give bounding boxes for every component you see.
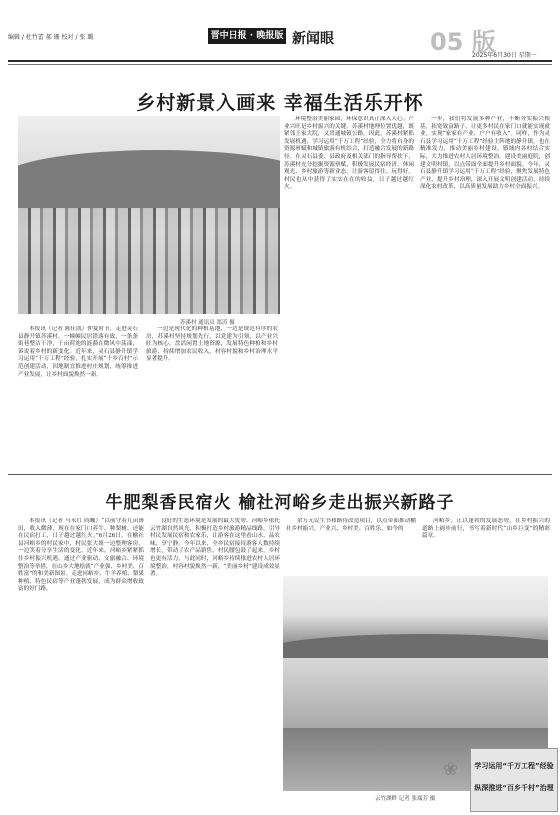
article2-paragraph: 良好的生态环境是发展的最大优势。河峪乡依托云竹湖自然风光，积极打造乡村旅游精品线路，引导村民发展民宿和农家乐，让游客在这里看山水、品农味、享宁静。今年以来，全乡民宿接待游客人数持续增长，带动了农产品销售，村民腰包鼓了起来，乡村也更有活力。与此同时，河峪乡持续推进农村人居环境整治，村容村貌焕然一新，“美丽乡村”建设成效显著。 <box>150 518 280 578</box>
article2-column-2 <box>150 518 280 800</box>
banner-line-1: 学习运用“千万工程”经验 <box>474 762 554 770</box>
campaign-banner <box>443 748 558 812</box>
article2-paragraph: 河峪乡，正以蓬勃的发展态势，在乡村振兴的道路上阔步前行，书写着新时代“山乡巨变”的精彩篇章。 <box>422 518 550 540</box>
article2-paragraph: 余万元民生书和路待改造项目，以点带面推动榆社乡村振兴。产业兴、乡村美、百姓乐。如今的 <box>286 518 416 532</box>
article1-column-1 <box>18 326 138 464</box>
article1-headline: 乡村新景入画来 幸福生活乐开怀 <box>136 92 424 114</box>
article1-paragraph: 一边是现代化的种植基地，一边是规范有序的农房，苏溪村坚持规划先行，以党建为引领，以产业兴旺为核心，盘活闲置土地资源，发展特色种植和乡村旅游，持续增加农民收入，村容村貌和乡村治理水平显著提升。 <box>146 326 278 363</box>
masthead <box>0 0 560 58</box>
village-photo-caption: 苏溪村 通讯员 郑涛 摄 <box>180 320 235 326</box>
article-divider <box>8 474 552 475</box>
article1-column-4 <box>420 116 550 466</box>
village-photo <box>18 116 280 314</box>
article2-column-1 <box>18 518 144 800</box>
lotus-icon: ❀ <box>443 759 459 780</box>
section-title: 新闻眼 <box>292 31 334 47</box>
article2-column-4 <box>422 518 550 570</box>
article2-headline: 牛肥梨香民宿火 榆社河峪乡走出振兴新路子 <box>105 493 455 513</box>
issue-date: 2025年6月30日 星期一 <box>472 52 537 59</box>
article1-paragraph: 一步，我们将发展多种产业，不断夯实振兴根基，拓宽致富路子，让更多村民在家门口就能实现就业，实现“家家有产业、户户有收入”。同样，作为灵石县学习运用“千万工程”经验主阵地的静升镇，也在精准发力，推动美丽乡村建设。镇域内各村结合实际，大力推进农村人居环境整治，建设美丽庭院，创建文明村镇，以点带面全面提升乡村面貌。今年，灵石县静升镇学习运用“千万工程”经验，聚焦发展特色产业、提升乡村治理，深入开展文明创建活动，持续深化农村改革，以高质量发展助力乡村全面振兴。 <box>420 116 550 191</box>
article1-paragraph: 本报讯（记者 陈佳凯）仲夏时节，走进灵石县静升镇苏溪村，一幢幢民居错落有致，一条条街巷整洁干净，千亩荷池的涟漪在微风中荡漾，诉说着乡村的新变化。近年来，灵石县静升镇学习运用“千万工程”经验，扎实开展“十乡百村”示范创建活动，因地制宜推进村庄规划，统筹推进产业发展，让乡村面貌焕然一新。 <box>18 326 138 378</box>
photo-lake <box>283 658 548 728</box>
masthead-rule <box>8 60 552 62</box>
newspaper-logo: 晋中日报 · 晚报版 <box>208 28 286 44</box>
article1-paragraph: 环境整治美丽家园，环保意识真正深入人心。产业兴旺是乡村振兴的关键。苏溪村地理位置优越，既紧邻王家大院，又贯通城镇公路。因此，苏溪村紧抓发展机遇，学习运用“千万工程”经验，全力将自身的资源禀赋和城镇旅游有机结合，打造融合发展的新路径。在灵石县委、县政府及相关部门的指导帮扶下，苏溪村充分挖掘资源禀赋，积极发展民宿经济、休闲观光、乡村旅游等新业态，让游客留得住、玩得好。村民也从中获得了实实在在的收益，日子越过越红火。 <box>284 116 414 191</box>
lake-photo-caption: 云竹湖畔 记者 张瑞芳 摄 <box>375 796 436 802</box>
article2-paragraph: 本报讯（记者 马永红 阎巍）“以前守着几亩薄田，收入微薄，现在在家门口养牛、种梨树、还能在民宿打工，日子越过越红火。”6月26日，在榆社县河峪乡的村民家中，村民张大姐一边整理客房，一边笑着分享生活的变化。近年来，河峪乡紧紧抓住乡村振兴机遇，通过产业驱动、文旅融合、环境整治等举措，在山乡大地绘就“产业强、乡村美、百姓富”的和美新图景。走进河峪乡，牛羊养殖、梨果种植、特色民宿等产业蓬勃发展，成为群众增收致富的好门路。 <box>18 518 144 593</box>
banner-line-2: 纵深推进“百乡千村”治理 <box>474 784 554 792</box>
article1-column-2 <box>146 326 278 464</box>
masthead-rule-thin <box>8 64 552 65</box>
article2-column-3 <box>286 518 416 570</box>
page-number: 05 版 <box>430 28 496 56</box>
photo-mountain <box>18 150 280 210</box>
article1-column-3 <box>284 116 414 466</box>
editor-credits: 编辑 / 杜竹蕾 郝 珊 校对 / 张 璐 <box>8 34 94 41</box>
photo-village-roofs <box>18 208 280 314</box>
